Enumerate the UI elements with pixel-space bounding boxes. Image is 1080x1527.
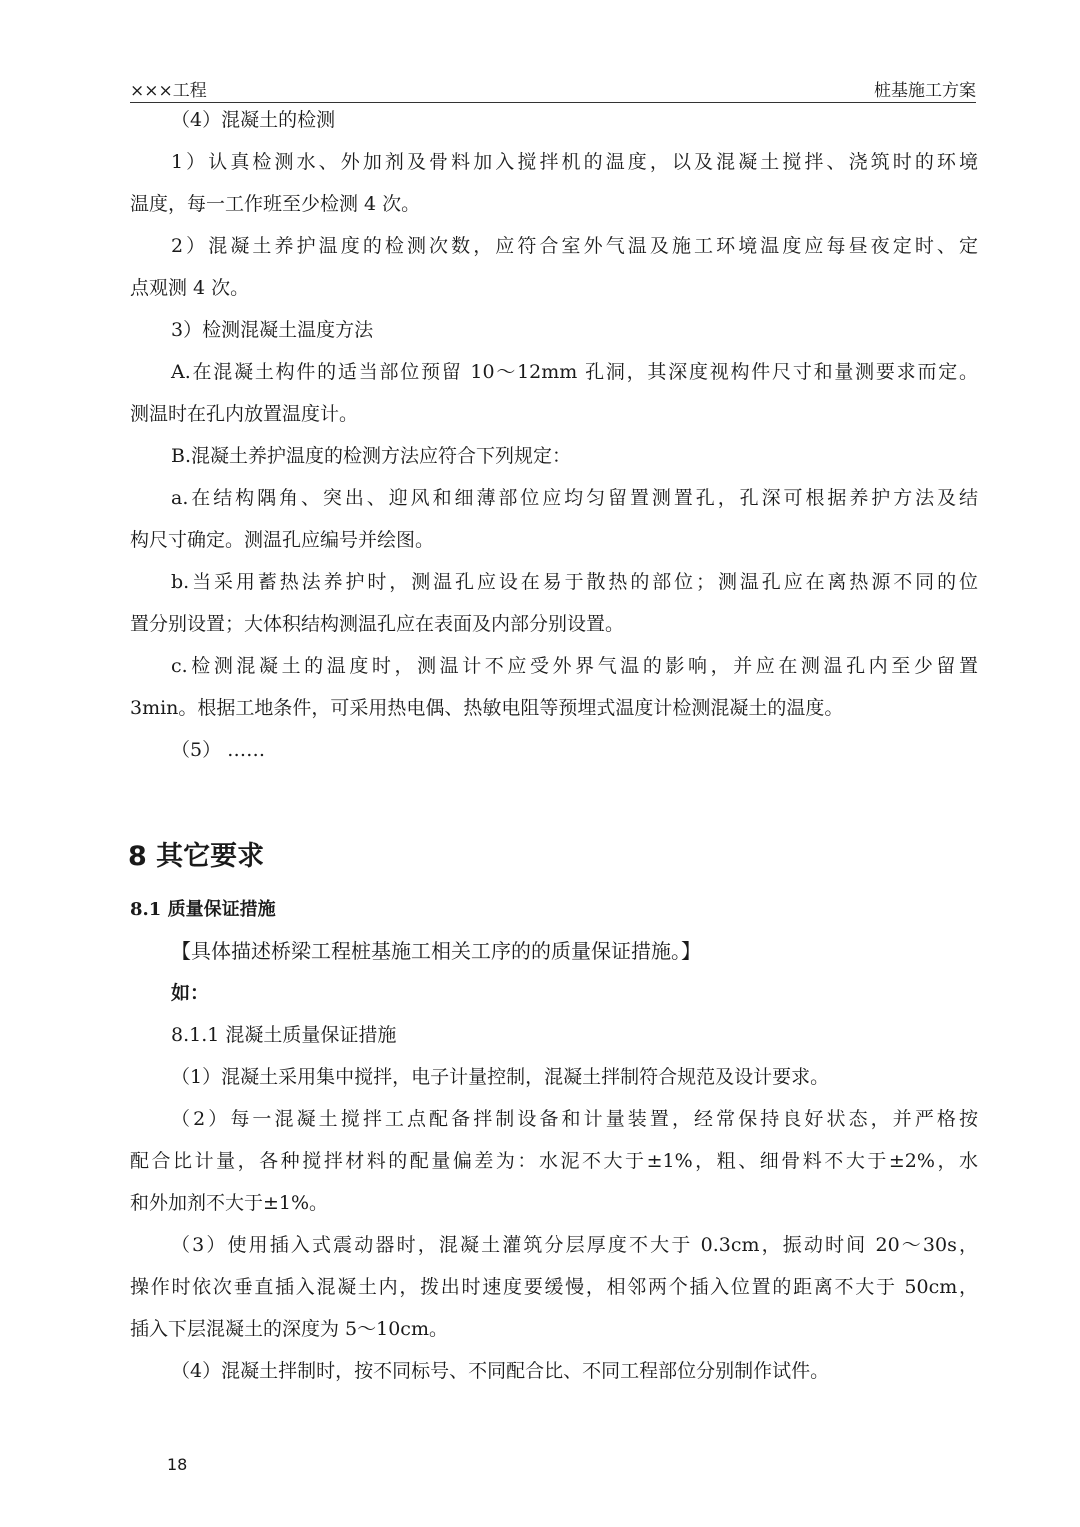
paragraph-line: 点观测 4 次。	[130, 277, 250, 299]
body-text-bottom	[130, 930, 978, 1392]
header-document-title: 桩基施工方案	[874, 81, 976, 101]
paragraph-line: c.检测混凝土的温度时，测温计不应受外界气温的影响，并应在测温孔内至少留置	[171, 655, 978, 677]
paragraph-line: （1）混凝土采用集中搅拌，电子计量控制，混凝土拌制符合规范及设计要求。	[171, 1066, 830, 1088]
paragraph-line: 置分别设置；大体积结构测温孔应在表面及内部分别设置。	[130, 613, 625, 635]
paragraph-line: 温度，每一工作班至少检测 4 次。	[130, 193, 421, 215]
section-heading: 8.1 质量保证措施	[130, 899, 276, 920]
page-number: 18	[167, 1455, 188, 1474]
instruction-note: 【具体描述桥梁工程桩基施工相关工序的的质量保证措施。】	[171, 939, 701, 963]
paragraph-line: （5） ……	[171, 739, 266, 761]
example-label: 如：	[171, 982, 210, 1004]
subsection-heading: 8.1.1 混凝土质量保证措施	[171, 1024, 397, 1046]
paragraph-line: （2）每一混凝土搅拌工点配备拌制设备和计量装置，经常保持良好状态，并严格按	[171, 1108, 978, 1130]
paragraph-line: 2）混凝土养护温度的检测次数，应符合室外气温及施工环境温度应每昼夜定时、定	[171, 235, 978, 257]
paragraph-line: （3）使用插入式震动器时，混凝土灌筑分层厚度不大于 0.3cm，振动时间 20～30s，	[171, 1234, 978, 1256]
paragraph-line: 操作时依次垂直插入混凝土内，拨出时速度要缓慢，相邻两个插入位置的距离不大于 50cm，	[130, 1276, 978, 1298]
paragraph-line: （4）混凝土拌制时，按不同标号、不同配合比、不同工程部位分别制作试件。	[171, 1360, 830, 1382]
paragraph-line: 测温时在孔内放置温度计。	[130, 403, 359, 425]
paragraph-line: 配合比计量，各种搅拌材料的配量偏差为：水泥不大于±1%，粗、细骨料不大于±2%，水	[130, 1150, 978, 1172]
header-project-name: ×××工程	[130, 81, 207, 101]
paragraph-line: 和外加剂不大于±1%。	[130, 1192, 329, 1214]
paragraph-line: 插入下层混凝土的深度为 5～10cm。	[130, 1318, 448, 1340]
paragraph-line: B.混凝土养护温度的检测方法应符合下列规定：	[171, 445, 572, 467]
paragraph-line: 1）认真检测水、外加剂及骨料加入搅拌机的温度，以及混凝土搅拌、浇筑时的环境	[171, 151, 978, 173]
paragraph-line: 3）检测混凝土温度方法	[171, 319, 374, 341]
body-text-top	[130, 99, 978, 771]
paragraph-line: b.当采用蓄热法养护时，测温孔应设在易于散热的部位；测温孔应在离热源不同的位	[171, 571, 978, 593]
subheading-concrete-testing: （4）混凝土的检测	[171, 109, 336, 131]
paragraph-line: 3min。根据工地条件，可采用热电偶、热敏电阻等预埋式温度计检测混凝土的温度。	[130, 697, 844, 719]
chapter-heading: 8 其它要求	[128, 841, 265, 872]
paragraph-line: 构尺寸确定。测温孔应编号并绘图。	[130, 529, 435, 551]
paragraph-line: a.在结构隅角、突出、迎风和细薄部位应均匀留置测置孔，孔深可根据养护方法及结	[171, 487, 978, 509]
paragraph-line: A.在混凝土构件的适当部位预留 10～12mm 孔洞，其深度视构件尺寸和量测要求而定。	[171, 361, 978, 383]
